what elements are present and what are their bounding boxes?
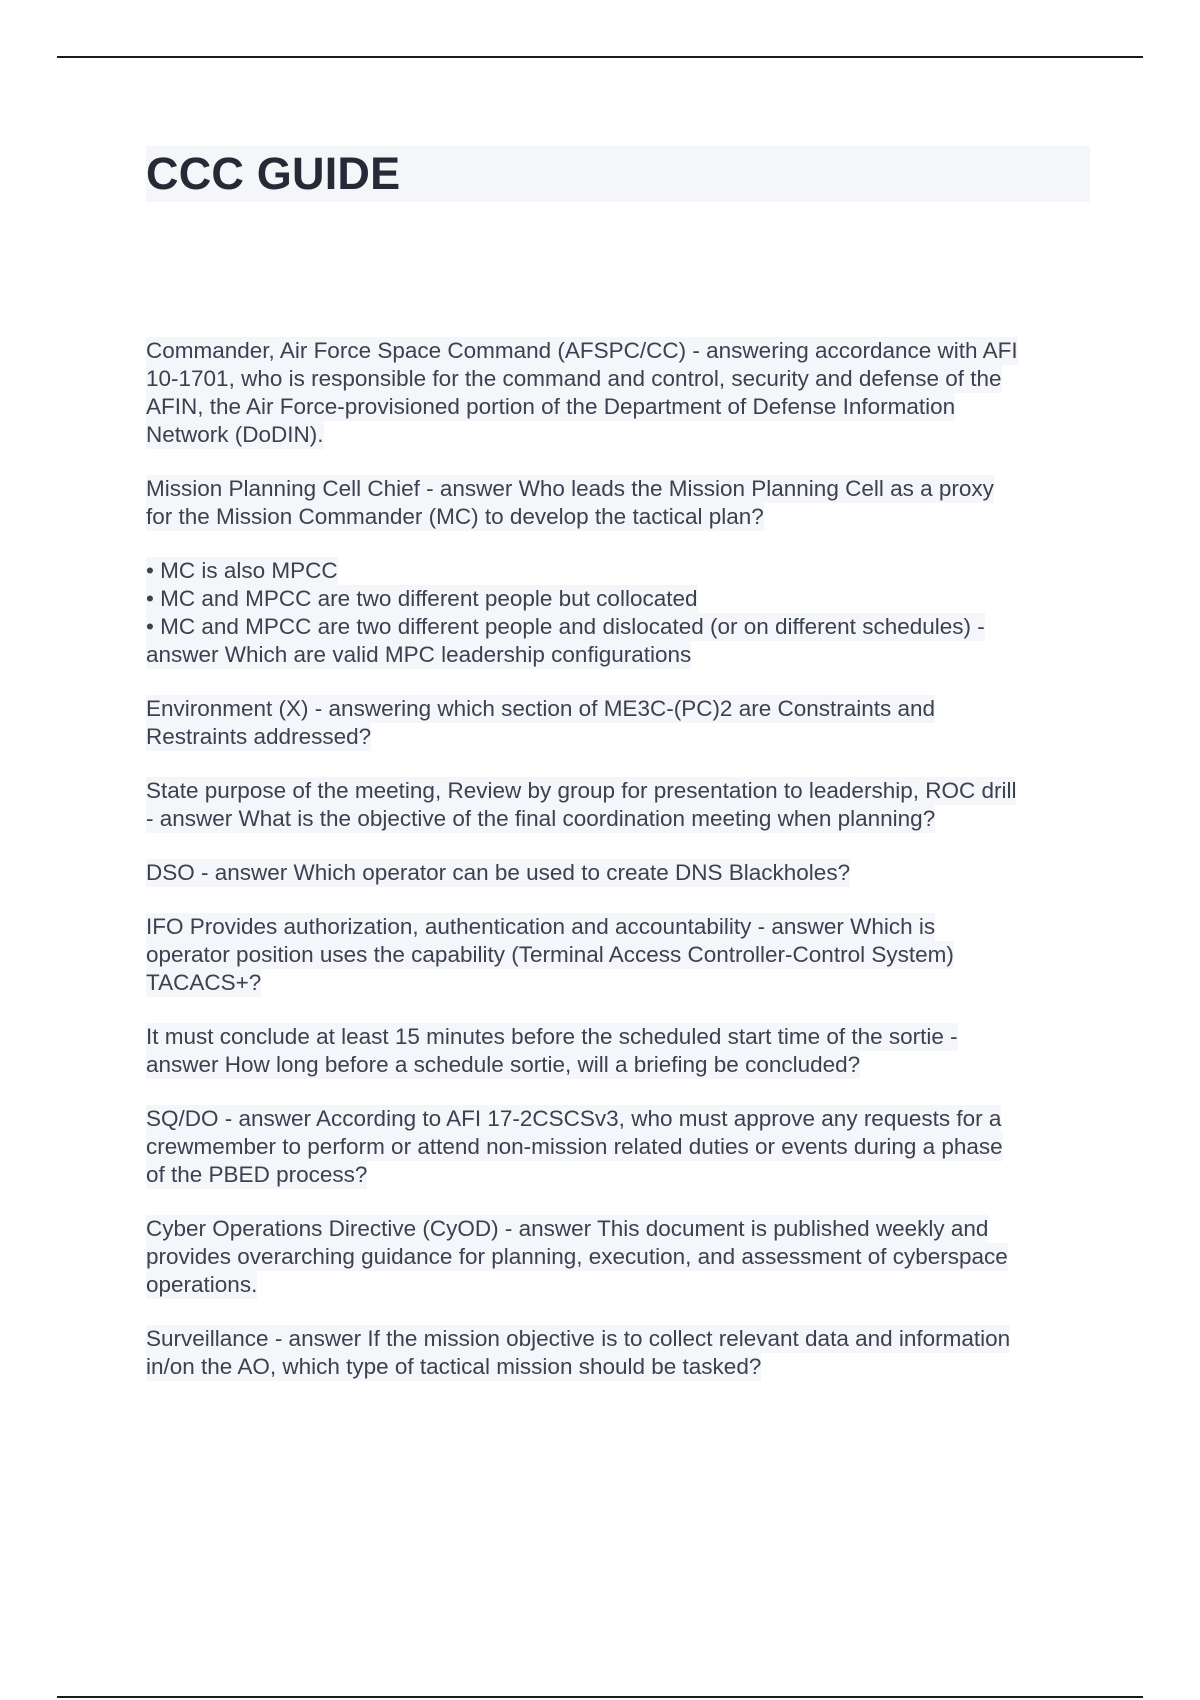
entry-text-line: • MC and MPCC are two different people but collocated [146, 586, 698, 611]
entry-text-line: operations. [146, 1272, 258, 1297]
document-title: CCC GUIDE [146, 148, 401, 199]
title-band [146, 146, 1090, 202]
entry-text-line: operator position uses the capability (Terminal Access Controller-Control System) [146, 942, 954, 967]
entry-text-line: Surveillance - answer If the mission objective is to collect relevant data and information [146, 1326, 1011, 1351]
qa-entry [146, 1105, 1090, 1189]
qa-entry [146, 337, 1090, 449]
entry-text-line: SQ/DO - answer According to AFI 17-2CSCSv3, who must approve any requests for a [146, 1106, 1002, 1131]
entry-text-line: Mission Planning Cell Chief - answer Who leads the Mission Planning Cell as a proxy [146, 476, 994, 501]
entry-text-line: for the Mission Commander (MC) to develop the tactical plan? [146, 504, 764, 529]
entry-text-line: • MC and MPCC are two different people and dislocated (or on different schedules) - [146, 614, 985, 639]
entry-text-line: crewmember to perform or attend non-mission related duties or events during a phase [146, 1134, 1003, 1159]
entry-text-line: Commander, Air Force Space Command (AFSPC/CC) - answering accordance with AFI [146, 338, 1018, 363]
qa-entry [146, 913, 1090, 997]
entry-text-line: in/on the AO, which type of tactical mission should be tasked? [146, 1354, 762, 1379]
qa-entry [146, 475, 1090, 531]
entry-text-line: Restraints addressed? [146, 724, 372, 749]
qa-entries [146, 337, 1090, 1407]
qa-entry [146, 859, 1090, 887]
qa-entry [146, 1215, 1090, 1299]
entry-text-line: 10-1701, who is responsible for the command and control, security and defense of the [146, 366, 1002, 391]
top-rule [57, 56, 1143, 58]
qa-entry [146, 695, 1090, 751]
entry-text-line: Network (DoDIN). [146, 422, 324, 447]
entry-text-line: TACACS+? [146, 970, 262, 995]
entry-text-line: answer How long before a schedule sortie, will a briefing be concluded? [146, 1052, 861, 1077]
qa-entry [146, 1023, 1090, 1079]
entry-text-line: provides overarching guidance for planning, execution, and assessment of cyberspace [146, 1244, 1008, 1269]
qa-entry [146, 1325, 1090, 1381]
entry-text-line: State purpose of the meeting, Review by group for presentation to leadership, ROC drill [146, 778, 1017, 803]
entry-text-line: IFO Provides authorization, authentication and accountability - answer Which is [146, 914, 936, 939]
document-body [146, 146, 1090, 1379]
qa-entry [146, 557, 1090, 669]
entry-text-line: AFIN, the Air Force-provisioned portion of the Department of Defense Information [146, 394, 956, 419]
entry-text-line: Cyber Operations Directive (CyOD) - answer This document is published weekly and [146, 1216, 989, 1241]
entry-text-line: - answer What is the objective of the final coordination meeting when planning? [146, 806, 936, 831]
entry-text-line: • MC is also MPCC [146, 558, 338, 583]
bottom-rule [57, 1696, 1143, 1698]
entry-text-line: answer Which are valid MPC leadership configurations [146, 642, 692, 667]
entry-text-line: of the PBED process? [146, 1162, 368, 1187]
entry-text-line: It must conclude at least 15 minutes before the scheduled start time of the sortie - [146, 1024, 958, 1049]
entry-text-line: DSO - answer Which operator can be used to create DNS Blackholes? [146, 860, 851, 885]
entry-text-line: Environment (X) - answering which section of ME3C-(PC)2 are Constraints and [146, 696, 936, 721]
qa-entry [146, 777, 1090, 833]
